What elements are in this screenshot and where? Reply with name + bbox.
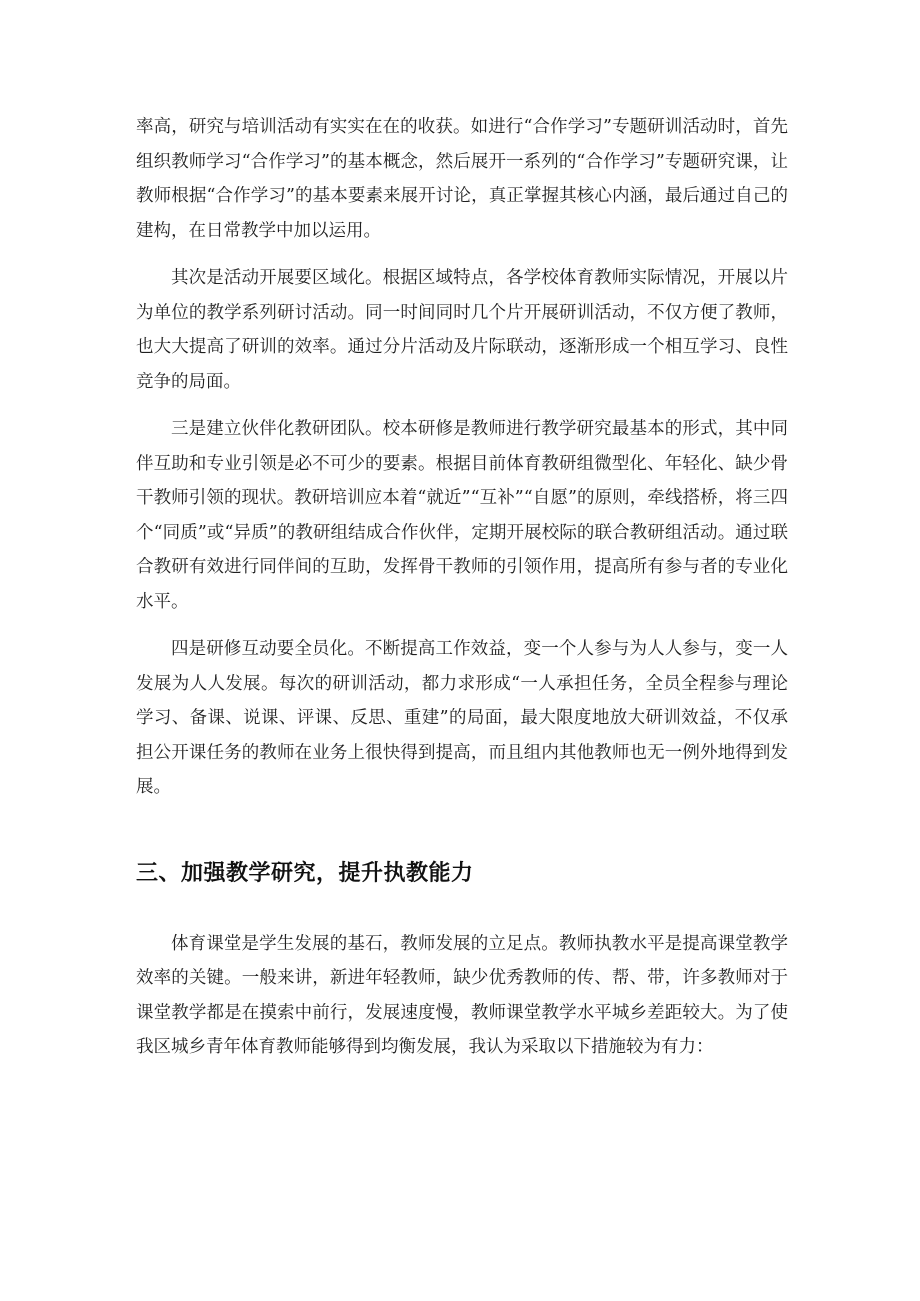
document-body	[136, 110, 788, 1065]
paragraph-continuation: 率高，研究与培训活动有实实在在的收获。如进行“合作学习”专题研训活动时，首先组织教师学习“合作学习”的基本概念，然后展开一系列的“合作学习”专题研究课，让教师根据“合作学习”的基本要素来展开讨论，真正掌握其核心内涵，最后通过自己的建构，在日常教学中加以运用。	[136, 117, 788, 241]
paragraph-partnership: 三是建立伙伴化教研团队。校本研修是教师进行教学研究最基本的形式，其中同伴互助和专业引领是必不可少的要素。根据目前体育教研组微型化、年轻化、缺少骨干教师引领的现状。教研培训应本着“就近”“互补”“自愿”的原则，牵线搭桥，将三四个“同质”或“异质”的教研组结成合作伙伴，定期开展校际的联合教研组活动。通过联合教研有效进行同伴间的互助，发挥骨干教师的引领作用，提高所有参与者的专业化水平。	[136, 419, 788, 612]
paragraph-section-intro: 体育课堂是学生发展的基石，教师发展的立足点。教师执教水平是提高课堂教学效率的关键。一般来讲，新进年轻教师，缺少优秀教师的传、帮、带，许多教师对于课堂教学都是在摸索中前行，发展速度慢，教师课堂教学水平城乡差距较大。为了使我区城乡青年体育教师能够得到均衡发展，我认为采取以下措施较为有力：	[136, 933, 788, 1057]
section-heading: 三、加强教学研究，提升执教能力	[136, 860, 474, 886]
paragraph-full-participation: 四是研修互动要全员化。不断提高工作效益，变一个人参与为人人参与，变一人发展为人人发展。每次的研训活动，都力求形成“一人承担任务，全员全程参与理论学习、备课、说课、评课、反思、重建”的局面，最大限度地放大研训效益，不仅承担公开课任务的教师在业务上很快得到提高，而且组内其他教师也无一例外地得到发展。	[136, 639, 788, 797]
paragraph-regionalization: 其次是活动开展要区域化。根据区域特点，各学校体育教师实际情况，开展以片为单位的教学系列研讨活动。同一时间同时几个片开展研训活动，不仅方便了教师，也大大提高了研训的效率。通过分片活动及片际联动，逐渐形成一个相互学习、良性竞争的局面。	[136, 268, 788, 392]
